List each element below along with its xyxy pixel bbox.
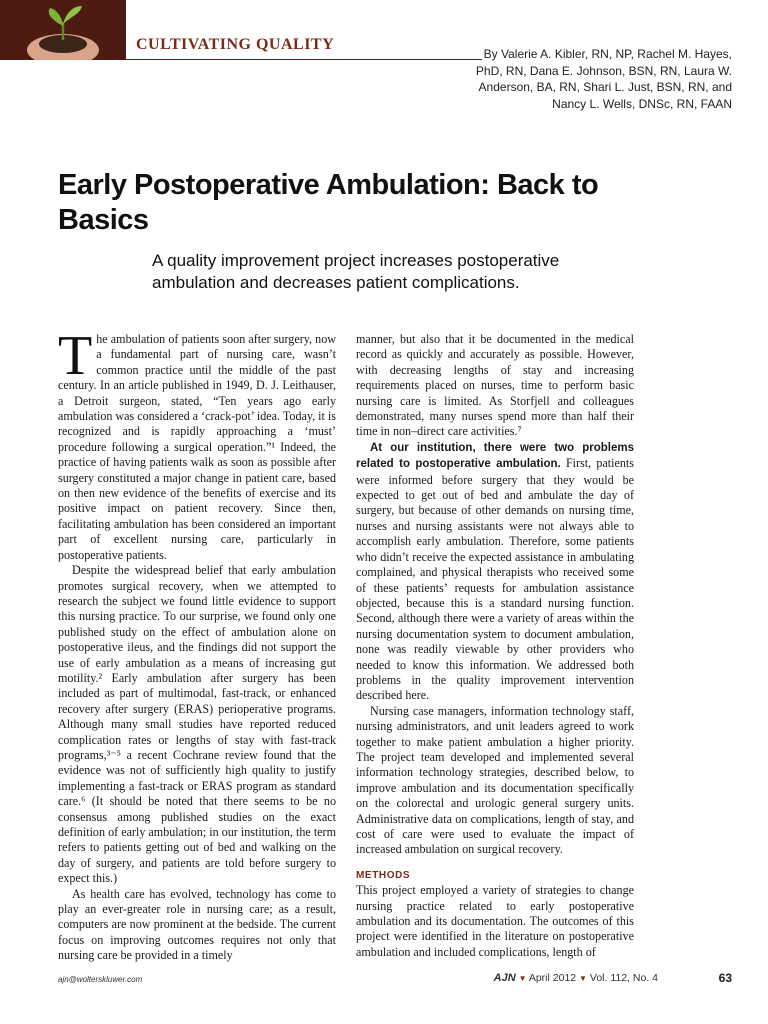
paragraph-text: First, patients were informed before surgery that they would be expected to get out of bed and ambulate the day of surgery, but because of other demands on nursing time, nurses and nursing assistants were not always able to accomplish early ambulation. Therefore, some patients who didn’t receive the expected assistance in ambulating complained, and physical therapists who received some of these patients’ requests for ambulation assistance objected, because this is a standard nursing function. Second, although there were a variety of areas within the nursing documentation system to document ambulation, none was readily viewable by other providers who needed to know this information. We addressed both problems in the quality improvement intervention described here.: [356, 456, 634, 703]
plant-in-hands-logo: [0, 0, 126, 60]
paragraph: As health care has evolved, technology has come to play an ever-greater role in nursing care; as a result, computers are now prominent at the bedside. The current focus on improving outcomes requires not only that nursing care be provided in a timely: [58, 886, 336, 963]
body-column-left: [58, 325, 336, 964]
author-byline: By Valerie A. Kibler, RN, NP, Rachel M. Hayes, PhD, RN, Dana E. Johnson, BSN, RN, Laura W. Anderson, BA, RN, Shari L. Just, BSN, RN, and Nancy L. Wells, DNSc, RN, FAAN: [475, 47, 732, 111]
section-heading: METHODS: [356, 869, 411, 881]
paragraph: This project employed a variety of strategies to change nursing practice related to early postoperative ambulation and its documentation. The outcomes of this project were identified in the literature on postoperative ambulation and included complications, length of: [356, 883, 634, 959]
footer-email: ajn@wolterskluwer.com: [58, 975, 143, 984]
page-number: 63: [718, 971, 732, 985]
paragraph-text: he ambulation of patients soon after surgery, now a fundamental part of nursing care, wasn’t common practice until the middle of the past century. In an article published in 1949, D. J. Leithauser, a Detroit surgeon, stated, “Ten years ago early ambulation was considered a ‘crack-pot’ idea. Today, it is recognized and is rapidly approaching a ‘must’ procedure following a surgical operation.”¹ Indeed, the practice of having patients walk as soon as possible after surgery constituted a major change in patient care, based on then new evidence of the benefits of exercise and its positive impact on patient recovery. Since then, facilitating ambulation has been considered an important part of excellent nursing care, particularly in postoperative patients.: [58, 332, 336, 562]
journal-name: AJN: [493, 972, 516, 984]
paragraph: Despite the widespread belief that early ambulation promotes surgical recovery, when we attempted to research the subject we found little evidence to support this nursing practice. To our surprise, we found only one published study on the effect of ambulation alone on postoperative ileus, and the findings did not support the use of early ambulation as a means of increasing gut motility.² Early ambulation after surgery has been included as part of multimodal, fast-track, or enhanced recovery after surgery (ERAS) perioperative programs. Although many small studies have reported reduced complication rates or lengths of stay with fast-track programs,³⁻⁵ a recent Cochrane review found that the evidence was not of sufficiently high quality to justify implementing a fast-track or ERAS program as standard care.⁶ (It should be noted that there seems to be no consensus among published studies on the exact definition of early ambulation; in our institution, the term refers to patients getting out of bed and walking on the day of surgery, and patients are told before surgery to expect this.): [58, 563, 336, 886]
section-label: CULTIVATING QUALITY: [136, 36, 335, 53]
paragraph: [356, 440, 634, 704]
paragraph-lead-in: At our institution, there were two problems related to postoperative ambulation.: [356, 441, 634, 471]
drop-cap: T: [58, 325, 93, 387]
triangle-icon: ▼: [579, 974, 587, 983]
paragraph: [58, 325, 336, 563]
issue-date: April 2012: [528, 972, 577, 984]
paragraph: Nursing case managers, information technology staff, nursing administrators, and unit leaders agreed to work together to make patient ambulation a higher priority. The project team developed and implemented several information technology strategies, described below, to improve ambulation and its documentation specifically on the colorectal and urologic general surgery units. Administrative data on complications, length of stay, and cost of care were used to evaluate the impact of increased ambulation on surgical recovery.: [356, 703, 634, 857]
body-column-right: [356, 332, 634, 960]
volume-number: Vol. 112, No. 4: [589, 972, 658, 984]
header-rule: [126, 59, 482, 60]
paragraph: manner, but also that it be documented in the medical record as quickly and accurately as possible. However, with decreasing lengths of stay and increasing requirements placed on nurses, time to perform basic nursing care is limited. As Storfjell and colleagues demonstrated, many nurses spend more than half their time in non–direct care activities.⁷: [356, 332, 634, 439]
article-subtitle: A quality improvement project increases postoperative ambulation and decreases patient complications.: [152, 251, 560, 292]
article-title: Early Postoperative Ambulation: Back to Basics: [58, 169, 599, 236]
triangle-icon: ▼: [518, 974, 527, 983]
footer-journal-info: [494, 972, 658, 984]
